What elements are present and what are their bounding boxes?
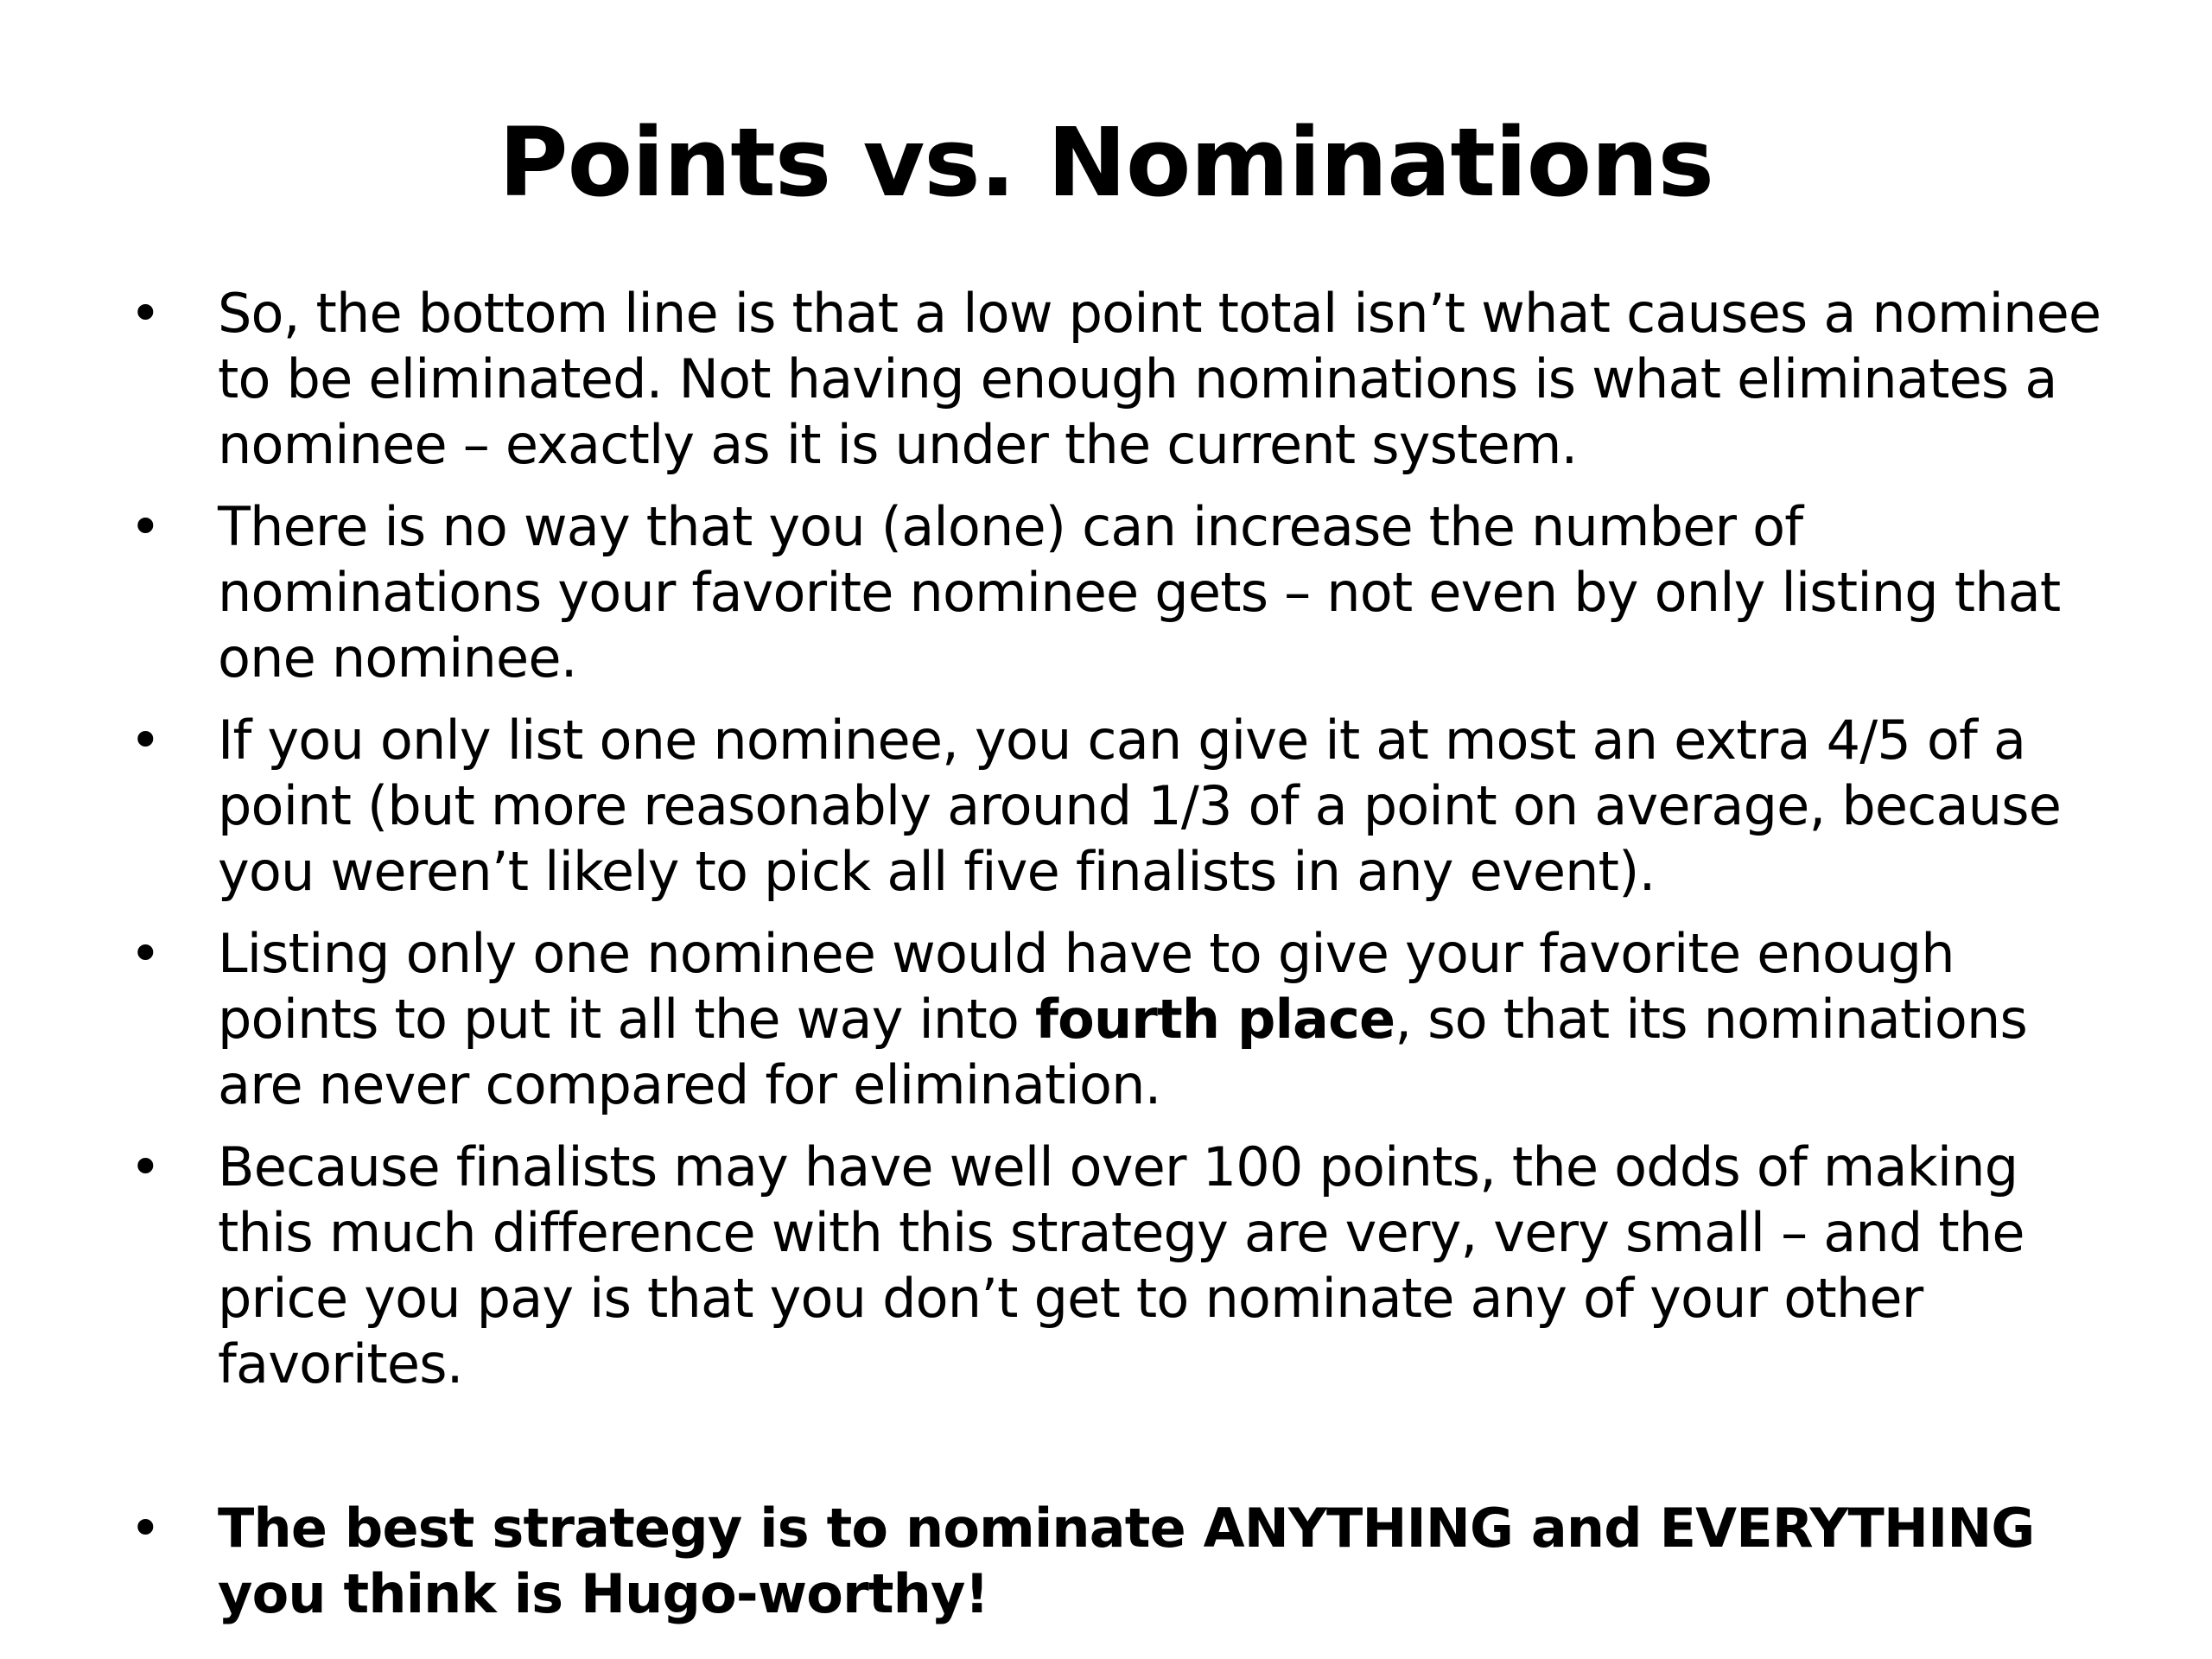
bullet-text-emphasis: fourth place bbox=[1034, 988, 1395, 1051]
bullet-dot: • bbox=[130, 922, 161, 985]
bullet-item bbox=[130, 281, 2117, 478]
bullet-dot: • bbox=[130, 495, 161, 558]
bullet-dot: • bbox=[130, 1135, 161, 1198]
bullet-item bbox=[130, 708, 2117, 905]
bullet-text bbox=[218, 922, 2027, 1116]
bullet-item bbox=[130, 1135, 2117, 1397]
bullet-dot: • bbox=[130, 282, 161, 345]
bullet-item-conclusion bbox=[130, 1496, 2117, 1627]
bullet-text: The best strategy is to nominate ANYTHING and EVERYTHING you think is Hugo-worthy! bbox=[218, 1497, 2035, 1625]
slide-title: Points vs. Nominations bbox=[499, 107, 1713, 218]
bullet-item bbox=[130, 494, 2117, 691]
bullet-text: Because finalists may have well over 100 points, the odds of making this much difference with this strategy are very, very small – and the price you pay is that you don’t get to nominate any of your other favorites. bbox=[218, 1135, 2024, 1395]
bullet-text-before: Listing only one nominee would have to give your favorite enough points to put it all the way into bbox=[218, 922, 1955, 1051]
bullet-text: If you only list one nominee, you can give it at most an extra 4/5 of a point (but more reasonably around 1/3 of a point on average, because you weren’t likely to pick all five finalists in any event). bbox=[218, 709, 2062, 903]
bullet-item bbox=[130, 921, 2117, 1118]
bullet-dot: • bbox=[130, 709, 161, 772]
bullet-text-after: , so that its nominations are never compared for elimination. bbox=[218, 988, 2028, 1116]
bullet-text: So, the bottom line is that a low point total isn’t what causes a nominee to be eliminated. Not having enough nominations is what eliminates a nominee – exactly as it is under the current system. bbox=[218, 282, 2101, 476]
bullet-text: There is no way that you (alone) can increase the number of nominations your favorite nominee gets – not even by only listing that one nominee. bbox=[218, 495, 2061, 690]
bullet-dot: • bbox=[130, 1497, 161, 1560]
bullet-list bbox=[130, 281, 2117, 1643]
